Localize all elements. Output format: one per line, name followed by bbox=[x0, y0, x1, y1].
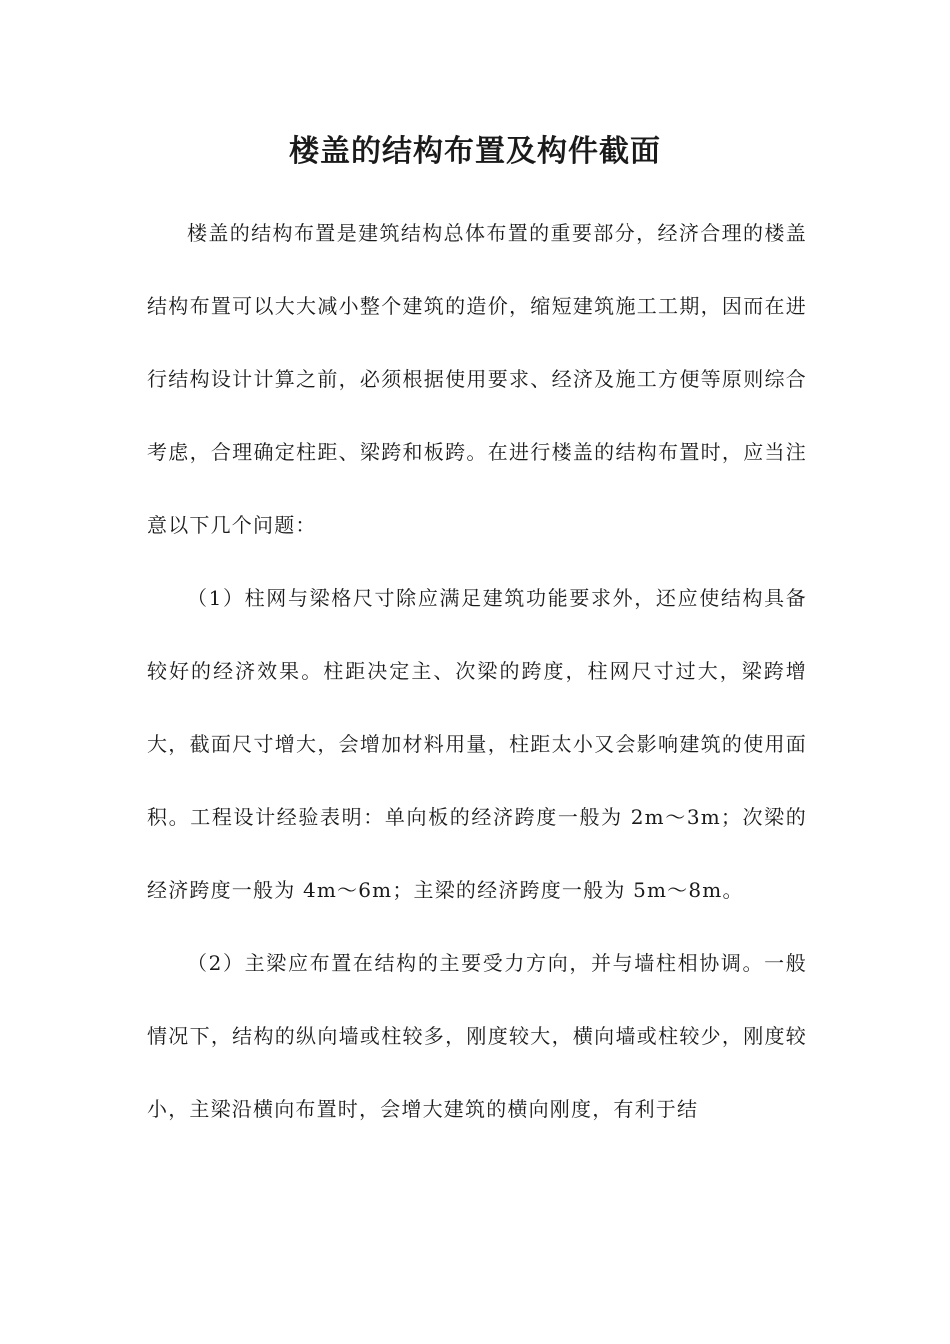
document-body bbox=[147, 197, 807, 1146]
paragraph-intro: 楼盖的结构布置是建筑结构总体布置的重要部分，经济合理的楼盖结构布置可以大大减小整个建筑的造价，缩短建筑施工工期，因而在进行结构设计计算之前，必须根据使用要求、经济及施工方便等原则综合考虑，合理确定柱距、梁跨和板跨。在进行楼盖的结构布置时，应当注意以下几个问题： bbox=[147, 221, 807, 537]
paragraph-item-1: （1）柱网与梁格尺寸除应满足建筑功能要求外，还应使结构具备较好的经济效果。柱距决定主、次梁的跨度，柱网尺寸过大，梁跨增大，截面尺寸增大，会增加材料用量，柱距太小又会影响建筑的使用面积。工程设计经验表明：单向板的经济跨度一般为 2m～3m；次梁的经济跨度一般为 4m～6m；主梁的经济跨度一般为 5m～8m。 bbox=[147, 586, 807, 902]
paragraph-item-2: （2）主梁应布置在结构的主要受力方向，并与墙柱相协调。一般情况下，结构的纵向墙或柱较多，刚度较大，横向墙或柱较少，刚度较小，主梁沿横向布置时，会增大建筑的横向刚度，有利于结 bbox=[147, 951, 807, 1121]
document-title: 楼盖的结构布置及构件截面 bbox=[289, 134, 661, 169]
